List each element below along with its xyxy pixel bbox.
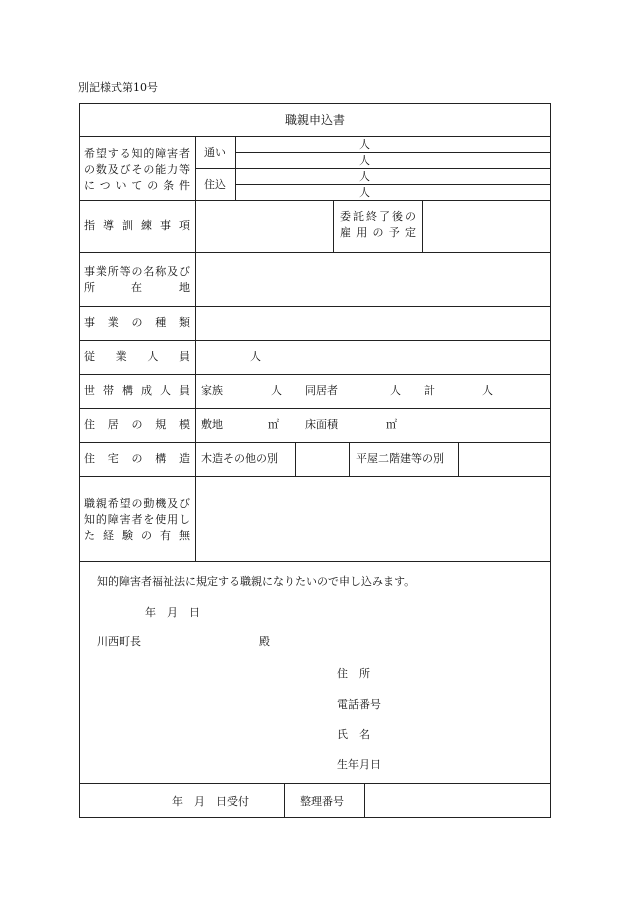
house-structure-label: 住宅の構造	[84, 452, 190, 465]
motivation-field[interactable]	[196, 477, 550, 561]
motivation-label-line1: 職親希望の動機及び	[84, 497, 190, 510]
business-name-field[interactable]	[196, 253, 550, 306]
cohabitant-count-field[interactable]	[344, 376, 388, 406]
application-date: 年 月 日	[145, 606, 200, 619]
row-line	[79, 561, 551, 562]
border-bottom	[79, 817, 551, 818]
live-in-count-unit-1: 人	[359, 170, 370, 183]
conditions-label-line2: の数及びその能力等	[84, 163, 190, 176]
applicant-address-field[interactable]	[390, 664, 548, 684]
border-top	[79, 103, 551, 104]
border-left	[79, 103, 80, 818]
live-in-count-field-1[interactable]	[236, 169, 550, 184]
floor-area-label: 床面積	[305, 418, 338, 431]
residence-scale-label: 住居の規模	[84, 418, 190, 431]
declaration-statement: 知的障害者福祉法に規定する職親になりたいので申し込みます。	[97, 575, 416, 588]
family-unit: 人	[271, 384, 282, 397]
subgrid-line	[333, 200, 334, 252]
applicant-birthdate-label: 生年月日	[337, 758, 381, 771]
subgrid-line	[349, 442, 350, 476]
site-area-field[interactable]	[226, 410, 266, 440]
row-line	[79, 374, 551, 375]
wood-other-label: 木造その他の別	[201, 452, 278, 465]
commute-count-unit-1: 人	[359, 138, 370, 151]
floor-area-unit: ㎡	[386, 418, 397, 431]
family-label: 家族	[201, 384, 223, 397]
motivation-label-line2: 知的障害者を使用し	[84, 513, 190, 526]
applicant-birthdate-field[interactable]	[390, 755, 548, 775]
training-label: 指導訓練事項	[84, 219, 190, 232]
commute-label: 通い	[204, 146, 226, 159]
total-count-field[interactable]	[438, 376, 480, 406]
after-employment-label-line2: 雇用の予定	[340, 226, 416, 239]
after-employment-field[interactable]	[423, 201, 550, 252]
applicant-name-label: 氏 名	[337, 728, 370, 741]
applicant-phone-field[interactable]	[390, 695, 548, 715]
live-in-label: 住込	[204, 178, 226, 191]
wood-other-field[interactable]	[296, 443, 349, 476]
border-right	[550, 103, 551, 818]
commute-count-unit-2: 人	[359, 154, 370, 167]
row-line	[79, 408, 551, 409]
total-unit: 人	[482, 384, 493, 397]
received-date-label: 年 月 日受付	[172, 795, 249, 808]
site-area-label: 敷地	[201, 418, 223, 431]
business-name-label-line1: 事業所等の名称及び	[84, 265, 190, 278]
after-employment-label-line1: 委託終了後の	[340, 210, 416, 223]
conditions-label-line1: 希望する知的障害者	[84, 147, 190, 160]
form-number: 別記様式第10号	[78, 81, 158, 94]
motivation-label-line3: た経験の有無	[84, 529, 190, 542]
reference-number-label: 整理番号	[300, 795, 344, 808]
business-location-char-3: 地	[179, 281, 190, 294]
business-type-label: 事業の種類	[84, 316, 190, 329]
commute-count-field-2[interactable]	[236, 153, 550, 168]
family-count-field[interactable]	[226, 376, 268, 406]
applicant-name-field[interactable]	[390, 725, 548, 745]
site-area-unit: ㎡	[268, 418, 279, 431]
reference-number-field[interactable]	[365, 784, 550, 817]
floor-area-field[interactable]	[344, 410, 384, 440]
honorific: 殿	[259, 635, 270, 648]
commute-count-field-1[interactable]	[236, 137, 550, 152]
household-label: 世帯構成人員	[84, 384, 190, 397]
cohabitant-label: 同居者	[305, 384, 338, 397]
business-location-char-1: 所	[84, 281, 95, 294]
floors-label: 平屋二階建等の別	[356, 452, 444, 465]
cohabitant-unit: 人	[390, 384, 401, 397]
business-location-char-2: 在	[131, 281, 142, 294]
training-field[interactable]	[196, 201, 333, 252]
applicant-address-label: 住 所	[337, 667, 370, 680]
business-type-field[interactable]	[196, 307, 550, 340]
live-in-count-field-2[interactable]	[236, 185, 550, 200]
conditions-label-line3: についての条件	[84, 179, 190, 192]
employees-unit: 人	[250, 350, 261, 363]
form-title: 職親申込書	[284, 113, 345, 127]
addressee: 川西町長	[97, 635, 141, 648]
subgrid-line	[284, 783, 285, 817]
live-in-count-unit-2: 人	[359, 186, 370, 199]
floors-field[interactable]	[459, 443, 550, 476]
applicant-phone-label: 電話番号	[337, 698, 381, 711]
employees-label: 従業人員	[84, 350, 190, 363]
total-label: 計	[424, 384, 435, 397]
